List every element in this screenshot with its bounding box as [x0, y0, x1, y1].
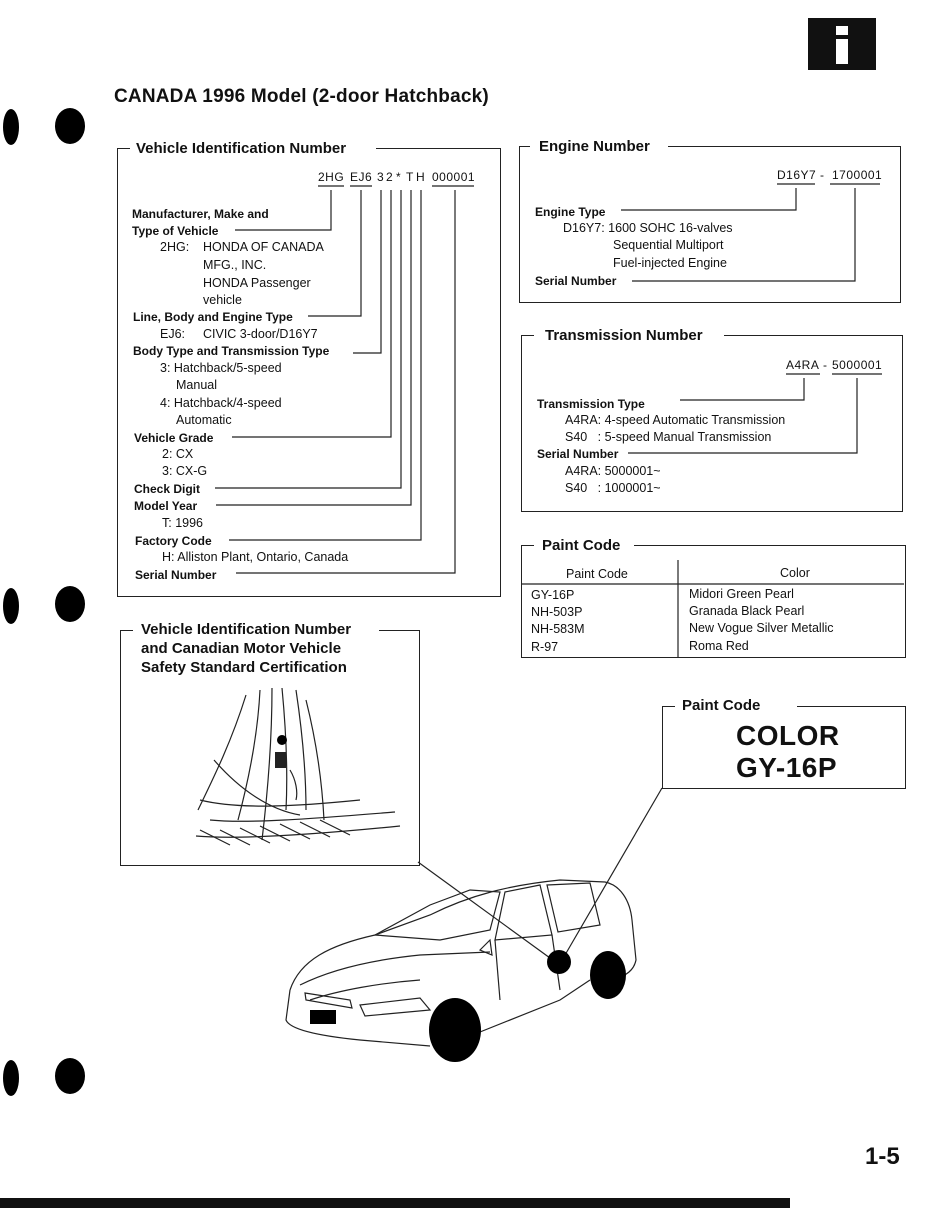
transmission-code-sep: -	[823, 358, 828, 372]
vin-factory-item: H: Alliston Plant, Ontario, Canada	[162, 550, 349, 564]
vin-code-check: *	[396, 170, 402, 184]
vin-cert-title-3: Safety Standard Certification	[135, 659, 353, 676]
vin-line-code: EJ6:	[160, 327, 186, 341]
paint-table-header-color: Color	[780, 566, 810, 580]
transmission-serial-line-2: S40 : 1000001~	[565, 481, 661, 495]
vin-code-factory: H	[416, 170, 426, 184]
vin-body-item-2: Manual	[176, 378, 217, 392]
page-number: 1-5	[865, 1143, 900, 1170]
engine-serial-label: Serial Number	[535, 274, 617, 288]
engine-type-line-2: Sequential Multiport	[613, 238, 724, 252]
paint-row-code-3: NH-583M	[531, 622, 585, 636]
vin-code-body: 3	[377, 170, 385, 184]
vin-code-2hg: 2HG	[318, 170, 345, 184]
vin-body-item-1: 3: Hatchback/5-speed	[160, 361, 282, 375]
vin-manufacturer-desc-3: HONDA Passenger	[203, 276, 311, 290]
transmission-type-label: Transmission Type	[537, 397, 645, 411]
paint-row-color-2: Granada Black Pearl	[689, 604, 805, 618]
vin-code-year: T	[406, 170, 414, 184]
vin-manufacturer-label-2: Type of Vehicle	[132, 224, 219, 238]
vin-manufacturer-desc-4: vehicle	[203, 293, 242, 307]
engine-type-line-3: Fuel-injected Engine	[613, 256, 727, 270]
vin-grade-item-2: 3: CX-G	[162, 464, 208, 478]
paint-table-header-code: Paint Code	[566, 567, 628, 581]
vin-code-grade: 2	[386, 170, 394, 184]
transmission-serial-label: Serial Number	[537, 447, 619, 461]
vin-check-label: Check Digit	[134, 482, 201, 496]
paint-label-line-1: COLOR	[736, 720, 840, 751]
vin-factory-label: Factory Code	[135, 534, 212, 548]
transmission-title: Transmission Number	[539, 327, 709, 344]
vin-manufacturer-label: Manufacturer, Make and	[132, 207, 269, 221]
vin-grade-label: Vehicle Grade	[134, 431, 214, 445]
paint-row-color-3: New Vogue Silver Metallic	[689, 621, 834, 635]
vin-body-item-4: Automatic	[176, 413, 232, 427]
page-title: CANADA 1996 Model (2-door Hatchback)	[114, 86, 489, 107]
vin-cert-title-1: Vehicle Identification Number	[135, 621, 357, 638]
engine-type-label: Engine Type	[535, 205, 606, 219]
vin-year-item: T: 1996	[162, 516, 204, 530]
vin-cert-title-2: and Canadian Motor Vehicle	[135, 640, 347, 657]
paint-row-code-1: GY-16P	[531, 588, 575, 602]
engine-title: Engine Number	[533, 138, 656, 155]
paint-row-code-4: R-97	[531, 640, 559, 654]
engine-code-serial: 1700001	[832, 168, 883, 182]
engine-type-line-1: D16Y7: 1600 SOHC 16-valves	[563, 221, 733, 235]
vin-line-label: Line, Body and Engine Type	[133, 310, 293, 324]
vin-title: Vehicle Identification Number	[130, 140, 352, 157]
vin-code-serial: 000001	[432, 170, 476, 184]
transmission-type-line-1: A4RA: 4-speed Automatic Transmission	[565, 413, 786, 427]
vin-manufacturer-code: 2HG:	[160, 240, 190, 254]
bottom-scan-bar	[0, 1198, 790, 1208]
paint-label-line-2: GY-16P	[736, 752, 838, 783]
transmission-serial-line-1: A4RA: 5000001~	[565, 464, 661, 478]
paint-table-title: Paint Code	[536, 537, 626, 554]
paint-label-title: Paint Code	[676, 697, 766, 714]
vin-body-label: Body Type and Transmission Type	[133, 344, 330, 358]
vin-body-item-3: 4: Hatchback/4-speed	[160, 396, 282, 410]
vin-manufacturer-desc-1: HONDA OF CANADA	[203, 240, 324, 254]
transmission-code-serial: 5000001	[832, 358, 883, 372]
vin-manufacturer-desc-2: MFG., INC.	[203, 258, 267, 272]
transmission-code-type: A4RA	[786, 358, 820, 372]
vin-year-label: Model Year	[134, 499, 198, 513]
engine-code-type: D16Y7	[777, 168, 817, 182]
paint-row-color-4: Roma Red	[689, 639, 749, 653]
vin-code-ej6: EJ6	[350, 170, 373, 184]
vin-serial-label: Serial Number	[135, 568, 217, 582]
transmission-type-line-2: S40 : 5-speed Manual Transmission	[565, 430, 772, 444]
vin-grade-item-1: 2: CX	[162, 447, 194, 461]
engine-code-sep: -	[820, 168, 825, 182]
vin-line-desc: CIVIC 3-door/D16Y7	[203, 327, 318, 341]
paint-row-color-1: Midori Green Pearl	[689, 587, 794, 601]
paint-row-code-2: NH-503P	[531, 605, 583, 619]
